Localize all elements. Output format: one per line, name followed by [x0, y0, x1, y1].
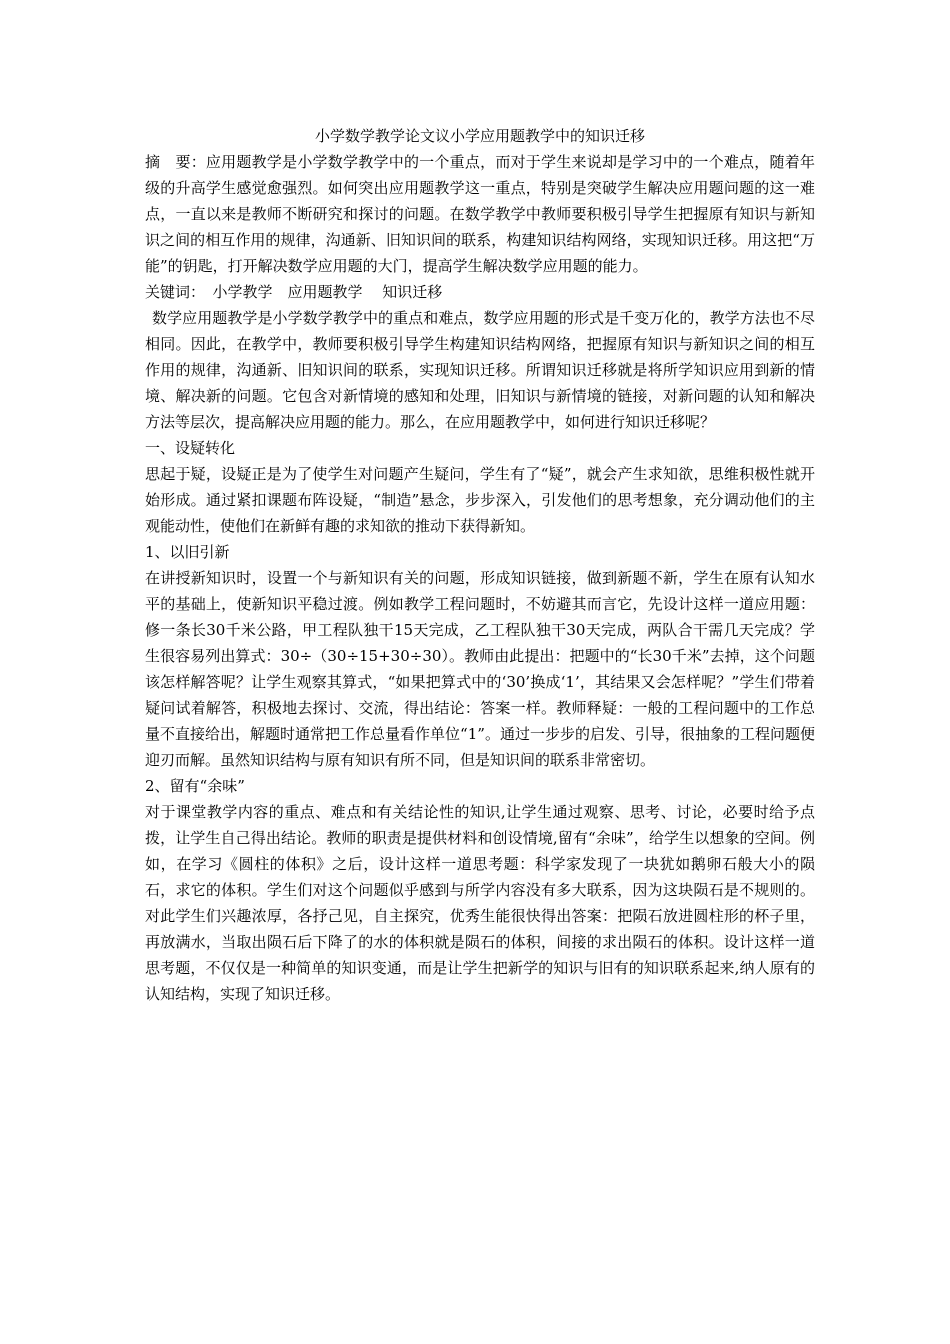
document-page [145, 123, 815, 1007]
section-heading-1: 一、设疑转化 [145, 439, 236, 457]
subsection-1-paragraph: 在讲授新知识时，设置一个与新知识有关的问题，形成知识链接，做到新题不新，学生在原有认知水平的基础上，使新知识平稳过渡。例如教学工程问题时，不妨避其而言它，先设计这样一道应用题：修一条长30千米公路，甲工程队独干15天完成，乙工程队独干30天完成，两队合干需几天完成？学生很容易列出算式：30÷（30÷15+30÷30）。教师由此提出：把题中的“长30千米”去掉，这个问题该怎样解答呢？让学生观察其算式，“如果把算式中的‘30’换成‘1’，其结果又会怎样呢？”学生们带着疑问试着解答，积极地去探讨、交流，得出结论：答案一样。教师释疑：一般的工程问题中的工作总量不直接给出，解题时通常把工作总量看作单位“1”。通过一步步的启发、引导，很抽象的工程问题便迎刃而解。虽然知识结构与原有知识有所不同，但是知识间的联系非常密切。 [145, 569, 815, 769]
subsection-2-paragraph: 对于课堂教学内容的重点、难点和有关结论性的知识,让学生通过观察、思考、讨论，必要时给予点拨，让学生自己得出结论。教师的职责是提供材料和创设情境,留有“余味”，给学生以想象的空间。例如，在学习《圆柱的体积》之后，设计这样一道思考题：科学家发现了一块犹如鹅卵石般大小的陨石，求它的体积。学生们对这个问题似乎感到与所学内容没有多大联系，因为这块陨石是不规则的。对此学生们兴趣浓厚，各抒己见，自主探究，优秀生能很快得出答案：把陨石放进圆柱形的杯子里，再放满水，当取出陨石后下降了的水的体积就是陨石的体积，间接的求出陨石的体积。设计这样一道思考题，不仅仅是一种简单的知识变通，而是让学生把新学的知识与旧有的知识联系起来,纳人原有的认知结构，实现了知识迁移。 [145, 803, 815, 1003]
subsection-heading-2: 2、留有“余味” [145, 777, 245, 795]
abstract-paragraph: 摘 要：应用题教学是小学数学教学中的一个重点，而对于学生来说却是学习中的一个难点，随着年级的升高学生感觉愈强烈。如何突出应用题教学这一重点，特别是突破学生解决应用题问题的这一难点，一直以来是教师不断研究和探讨的问题。在数学教学中教师要积极引导学生把握原有知识与新知识之间的相互作用的规律，沟通新、旧知识间的联系，构建知识结构网络，实现知识迁移。用这把“万能”的钥匙，打开解决数学应用题的大门，提高学生解决数学应用题的能力。 [145, 153, 815, 275]
keywords-line: 关键词： 小学教学 应用题教学 知识迁移 [145, 283, 443, 301]
document-title: 小学数学教学论文议小学应用题教学中的知识迁移 [314, 127, 645, 145]
subsection-heading-1: 1、以旧引新 [145, 543, 230, 561]
intro-paragraph: 数学应用题教学是小学数学教学中的重点和难点，数学应用题的形式是千变万化的，教学方法也不尽相同。因此，在教学中，教师要积极引导学生构建知识结构网络，把握原有知识与新知识之间的相互作用的规律，沟通新、旧知识间的联系，实现知识迁移。所谓知识迁移就是将所学知识应用到新的情境、解决新的问题。它包含对新情境的感知和处理，旧知识与新情境的链接，对新问题的认知和解决方法等层次，提高解决应用题的能力。那么，在应用题教学中，如何进行知识迁移呢？ [145, 309, 815, 431]
section-1-paragraph: 思起于疑，设疑正是为了使学生对问题产生疑问，学生有了“疑”，就会产生求知欲，思维积极性就开始形成。通过紧扣课题布阵设疑，“制造”悬念，步步深入，引发他们的思考想象，充分调动他们的主观能动性，使他们在新鲜有趣的求知欲的推动下获得新知。 [145, 465, 815, 535]
